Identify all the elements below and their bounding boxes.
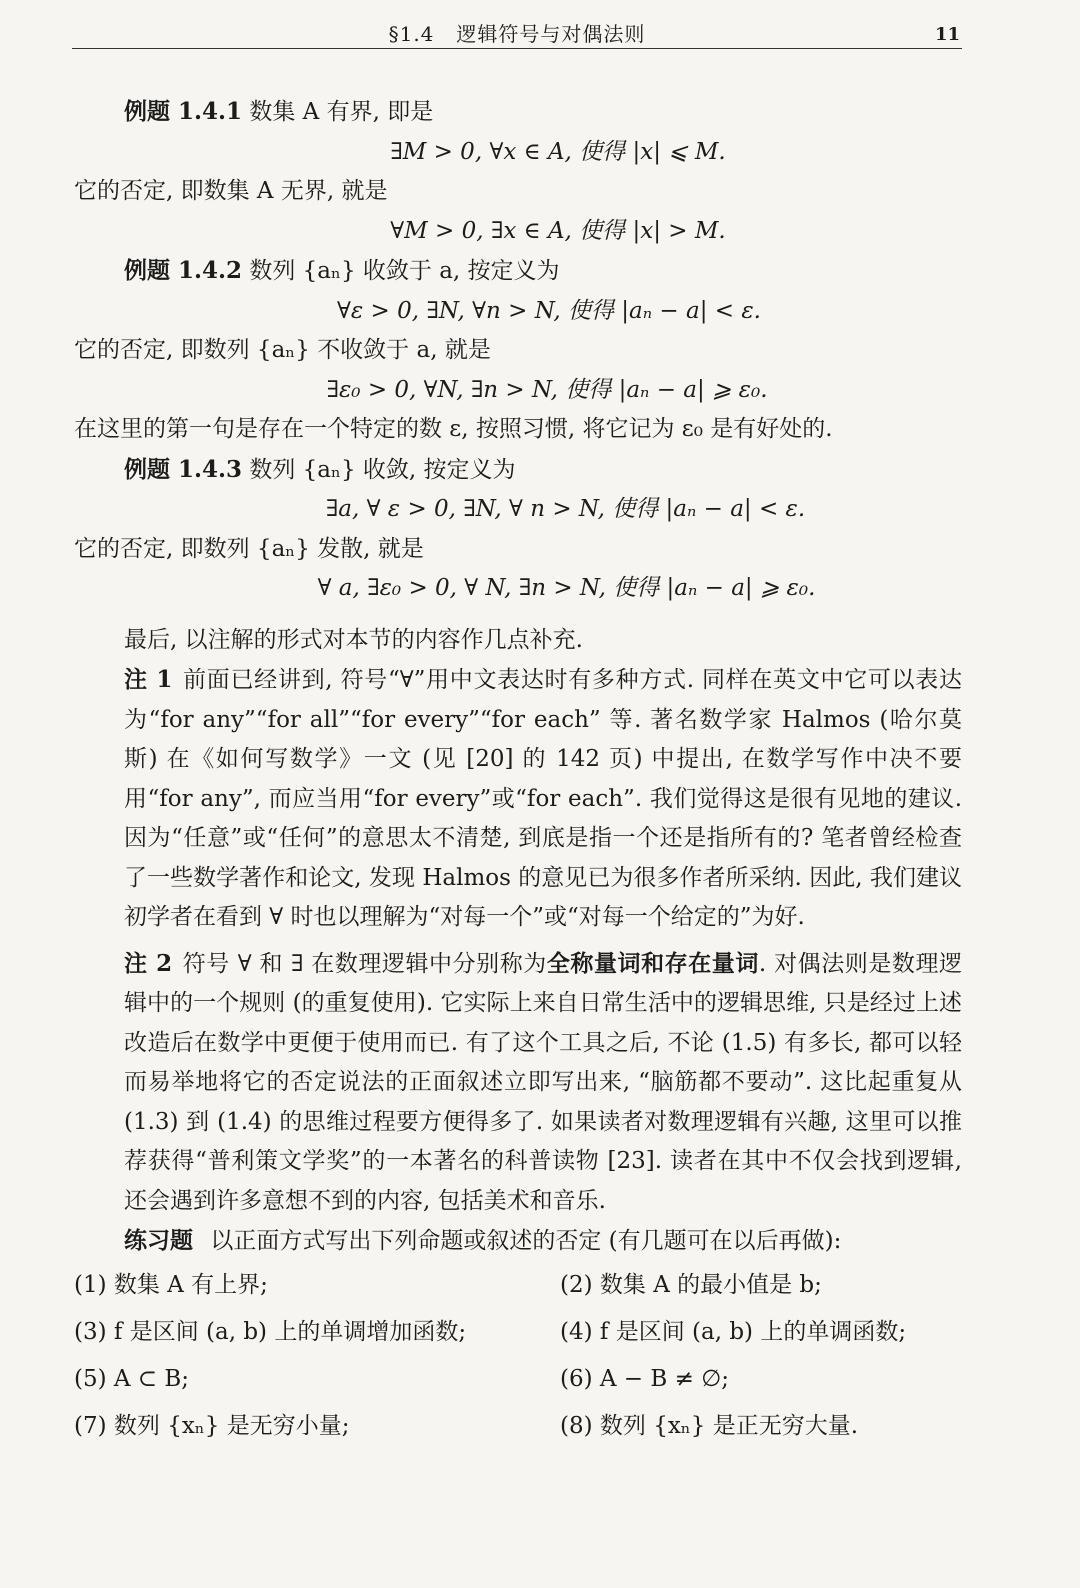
note-2 (74, 944, 962, 1222)
example-3-negation-formula: ∀ a, ∃ε₀ > 0, ∀ N, ∃n > N, 使得 |aₙ − a| ⩾ ε₀. (317, 575, 816, 601)
example-label: 例题 1.4.1 (124, 98, 243, 125)
section-title: 逻辑符号与对偶法则 (456, 22, 646, 46)
example-2-statement (74, 251, 962, 292)
closing-sentence: 最后, 以注解的形式对本节的内容作几点补充. (124, 626, 583, 653)
exercise-item: (7) 数列 {xₙ} 是无穷小量; (74, 1412, 350, 1439)
exercise-list (74, 1262, 962, 1450)
example-label: 例题 1.4.3 (124, 455, 243, 483)
example-1-formula: ∃M > 0, ∀x ∈ A, 使得 |x| ⩽ M. (390, 138, 726, 165)
example-text: 数集 A 有界, 即是 (249, 99, 434, 125)
page-body (74, 92, 962, 1450)
exercise-item: (8) 数列 {xₙ} 是正无穷大量. (560, 1412, 859, 1439)
exercise-item: (2) 数集 A 的最小值是 b; (560, 1271, 822, 1298)
example-1-negation-formula: ∀M > 0, ∃x ∈ A, 使得 |x| > M. (390, 217, 726, 244)
exercise-intro: 以正面方式写出下列命题或叙述的否定 (有几题可在以后再做): (210, 1228, 842, 1254)
note-label: 注 2 (124, 949, 173, 977)
example-2-formula: ∀ε > 0, ∃N, ∀n > N, 使得 |aₙ − a| < ε. (337, 297, 761, 324)
example-3-formula: ∃a, ∀ ε > 0, ∃N, ∀ n > N, 使得 |aₙ − a| < ε. (325, 496, 806, 522)
example-label: 例题 1.4.2 (124, 257, 243, 284)
example-1-negation-intro: 它的否定, 即数集 A 无界, 就是 (74, 178, 388, 204)
exercise-label: 练习题 (124, 1227, 193, 1254)
example-2-negation-intro: 它的否定, 即数列 {aₙ} 不收敛于 a, 就是 (74, 337, 491, 363)
note-text: . 对偶法则是数理逻辑中的一个规则 (的重复使用). 它实际上来自日常生活中的逻辑思维, 只是经过上述改造后在数学中更便于使用而已. 有了这个工具之后, 不论 (1.5) 有多长, 都可以轻而易举地将它的否定说法的正面叙述立即写出来, “脑筋都不要动”. 这比起重复从 (1.3) 到 (1.4) 的思维过程要方便得多了. 如果读者对数理逻辑有兴趣, 这里可以推荐获得“普利策文学奖”的一本著名的科普读物 [23]. 读者在其中不仅会找到逻辑, 还会遇到许多意想不到的内容, 包括美术和音乐. (124, 950, 963, 1214)
running-header (72, 8, 962, 49)
term-connector: 和 (641, 949, 665, 977)
term-existential-quantifier: 存在量词 (664, 949, 759, 977)
header-title-block (72, 18, 962, 47)
page-number: 11 (934, 24, 960, 45)
exercise-item: (5) A ⊂ B; (74, 1365, 190, 1392)
note-1 (74, 660, 962, 938)
example-1-statement (74, 92, 962, 133)
note-text: 符号 ∀ 和 ∃ 在数理逻辑中分别称为 (182, 950, 547, 977)
exercise-heading (74, 1221, 962, 1262)
example-2-remark: 在这里的第一句是存在一个特定的数 ε, 按照习惯, 将它记为 ε₀ 是有好处的. (74, 416, 833, 442)
exercise-item: (1) 数集 A 有上界; (74, 1271, 268, 1298)
example-2-negation-formula: ∃ε₀ > 0, ∀N, ∃n > N, 使得 |aₙ − a| ⩾ ε₀. (326, 376, 768, 403)
example-text: 数列 {aₙ} 收敛于 a, 按定义为 (249, 258, 560, 284)
section-number: §1.4 (388, 22, 435, 46)
example-3-statement (74, 450, 962, 491)
exercise-item: (3) f 是区间 (a, b) 上的单调增加函数; (74, 1318, 467, 1345)
note-text: 前面已经讲到, 符号“∀”用中文表达时有多种方式. 同样在英文中它可以表达为“for any”“for all”“for every”“for each” 等. 著名数学家 Halmos (哈尔莫斯) 在《如何写数学》一文 (见 [20] 的 142 页) 中提出, 在数学写作中决不要用“for any”, 而应当用“for every”或“for each”. 我们觉得这是很有见地的建议. 因为“任意”或“任何”的意思太不清楚, 到底是指一个还是指所有的? 笔者曾经检查了一些数学著作和论文, 发现 Halmos 的意见已为很多作者所采纳. 因此, 我们建议初学者在看到 ∀ 时也以理解为“对每一个”或“对每一个给定的”为好. (124, 667, 962, 930)
example-3-negation-intro: 它的否定, 即数列 {aₙ} 发散, 就是 (74, 535, 424, 562)
example-text: 数列 {aₙ} 收敛, 按定义为 (249, 456, 516, 483)
note-label: 注 1 (124, 666, 173, 693)
exercise-item: (6) A − B ≠ ∅; (560, 1365, 729, 1392)
term-universal-quantifier: 全称量词 (546, 949, 642, 977)
exercise-item: (4) f 是区间 (a, b) 上的单调函数; (560, 1318, 907, 1345)
